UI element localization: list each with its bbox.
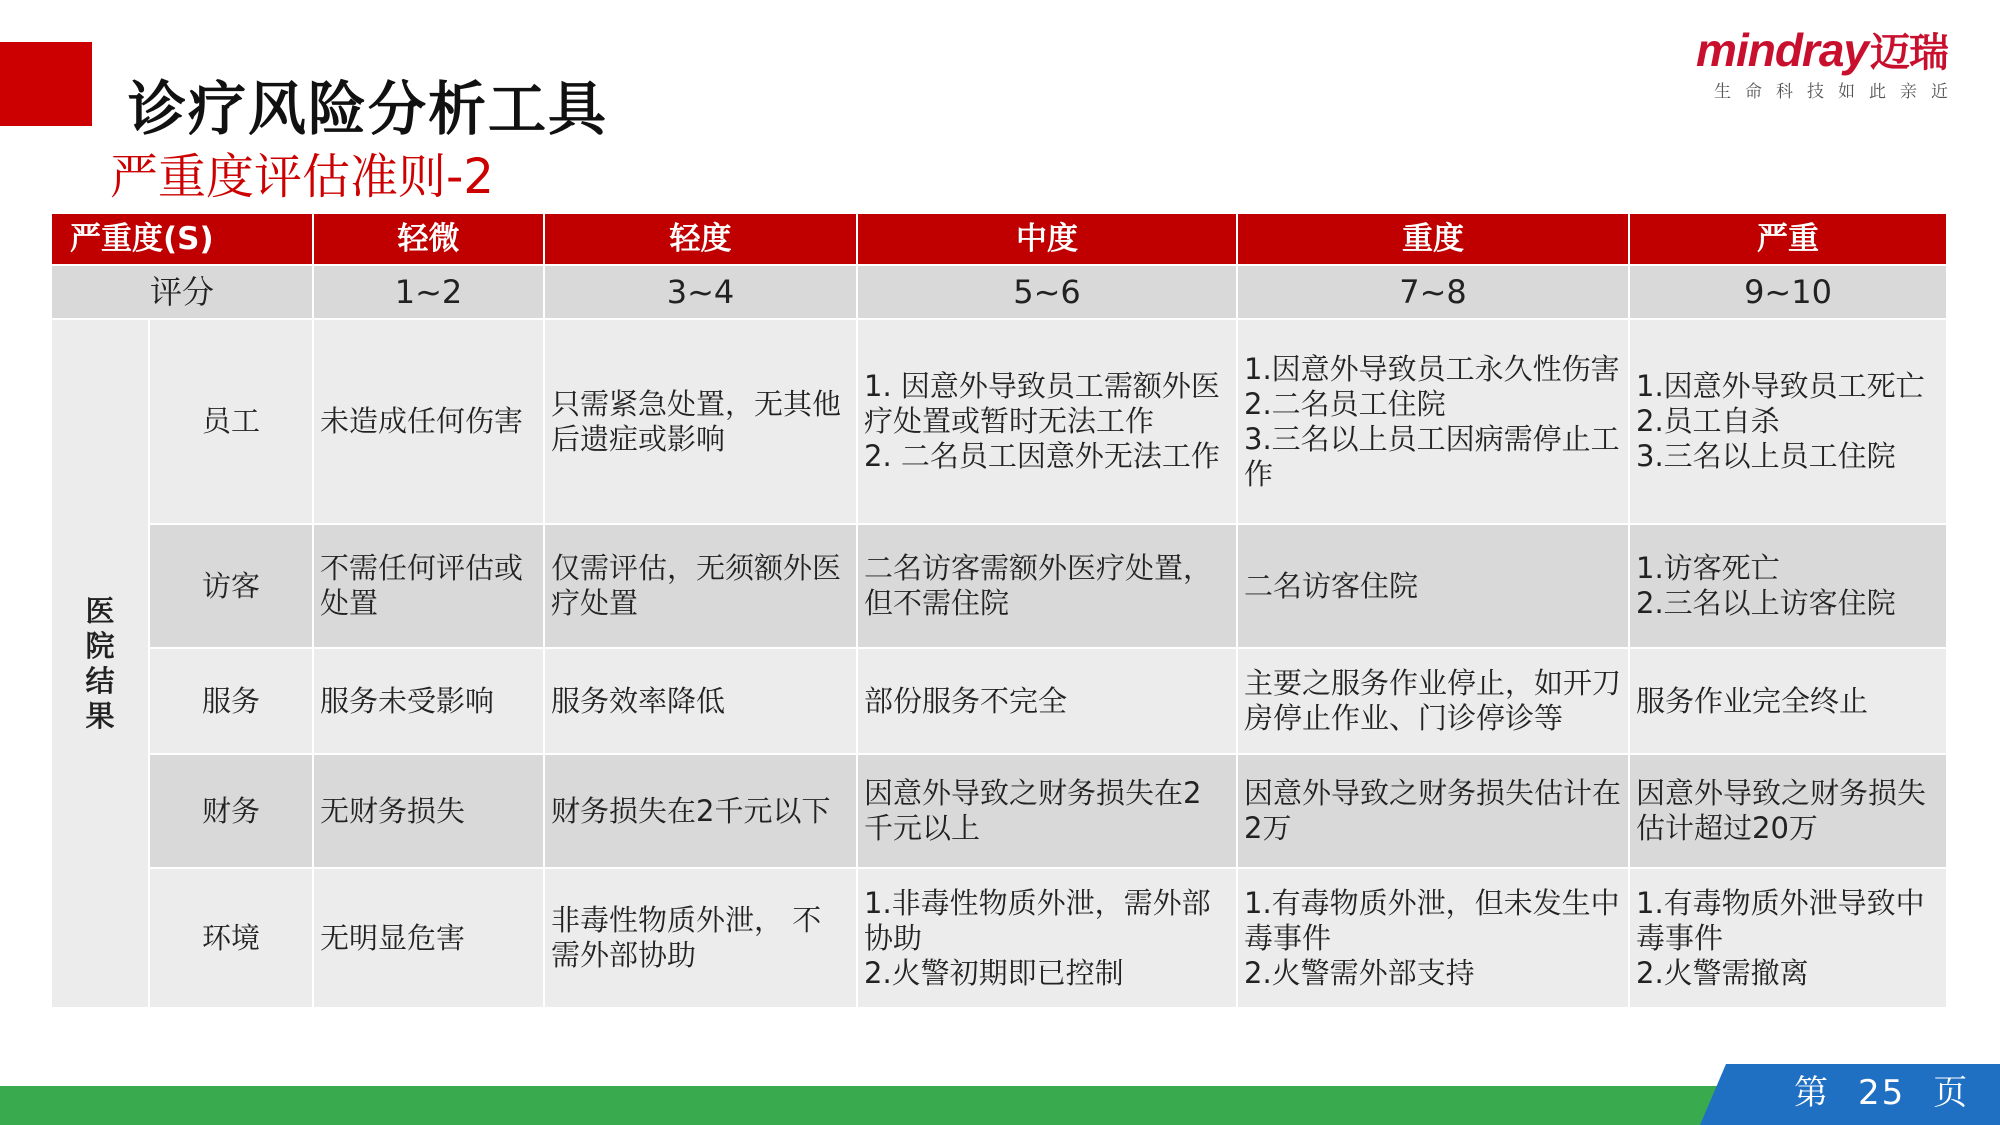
page-suffix: 页: [1933, 1073, 1970, 1113]
table-header-row: [51, 213, 1947, 265]
table-cell: 因意外导致之财务损失估计超过20万: [1629, 754, 1947, 868]
table-cell: 财务损失在2千元以下: [544, 754, 857, 868]
table-cell: 只需紧急处置，无其他后遗症或影响: [544, 319, 857, 524]
table-row-environment: [51, 868, 1947, 1008]
row-label: 员工: [149, 319, 313, 524]
row-label: 访客: [149, 524, 313, 648]
table-cell: 1.因意外导致员工永久性伤害 2.二名员工住院 3.三名以上员工因病需停止工作: [1237, 319, 1629, 524]
table-cell: 因意外导致之财务损失在2千元以上: [857, 754, 1237, 868]
header-mild: 轻度: [544, 213, 857, 265]
table-cell: 主要之服务作业停止，如开刀房停止作业、门诊停诊等: [1237, 648, 1629, 754]
logo-word-en: mindray: [1696, 24, 1868, 76]
table-cell: 1.有毒物质外泄，但未发生中毒事件 2.火警需外部支持: [1237, 868, 1629, 1008]
table-cell: 服务未受影响: [313, 648, 544, 754]
slide-subtitle: 严重度评估准则-2: [110, 149, 494, 205]
table-row-service: [51, 648, 1947, 754]
row-label: 服务: [149, 648, 313, 754]
table-cell: 未造成任何伤害: [313, 319, 544, 524]
table-cell: 二名访客住院: [1237, 524, 1629, 648]
logo-wordmark: [1696, 24, 1948, 79]
header-severity: 严重度(S): [51, 213, 313, 265]
table-row-finance: [51, 754, 1947, 868]
score-label: 评分: [51, 265, 313, 319]
page-number-value: 25: [1858, 1073, 1906, 1113]
table-row-visitor: [51, 524, 1947, 648]
table-cell: 1.有毒物质外泄导致中毒事件 2.火警需撤离: [1629, 868, 1947, 1008]
score-value: 3~4: [544, 265, 857, 319]
table-cell: 1.因意外导致员工死亡 2.员工自杀 3.三名以上员工住院: [1629, 319, 1947, 524]
table-cell: 无财务损失: [313, 754, 544, 868]
header-moderate: 中度: [857, 213, 1237, 265]
logo-word-cn: 迈瑞: [1870, 31, 1948, 75]
score-value: 9~10: [1629, 265, 1947, 319]
table-cell: 非毒性物质外泄， 不需外部协助: [544, 868, 857, 1008]
header-minimal: 轻微: [313, 213, 544, 265]
slide-title: 诊疗风险分析工具: [128, 75, 609, 143]
table-cell: 1.非毒性物质外泄，需外部协助 2.火警初期即已控制: [857, 868, 1237, 1008]
score-row: [51, 265, 1947, 319]
group-label-char: 医: [85, 593, 115, 628]
group-label-char: 果: [85, 698, 115, 733]
table-cell: 仅需评估，无须额外医疗处置: [544, 524, 857, 648]
mindray-logo: [1696, 24, 1962, 103]
score-value: 7~8: [1237, 265, 1629, 319]
header-critical: 严重: [1629, 213, 1947, 265]
title-accent-block: [0, 42, 92, 126]
table-cell: 部份服务不完全: [857, 648, 1237, 754]
group-label-char: 结: [85, 663, 115, 698]
table-cell: 因意外导致之财务损失估计在2万: [1237, 754, 1629, 868]
table-cell: 不需任何评估或处置: [313, 524, 544, 648]
table-row-staff: [51, 319, 1947, 524]
page-number: [1780, 1070, 1983, 1116]
table-cell: 无明显危害: [313, 868, 544, 1008]
page-prefix: 第: [1794, 1073, 1830, 1113]
table-cell: 二名访客需额外医疗处置，但不需住院: [857, 524, 1237, 648]
table-cell: 1.访客死亡 2.三名以上访客住院: [1629, 524, 1947, 648]
table-cell: 服务效率降低: [544, 648, 857, 754]
score-value: 5~6: [857, 265, 1237, 319]
logo-tagline: 生命科技如此亲近: [1714, 82, 1962, 102]
footer-green-bar: [0, 1086, 1720, 1125]
table-cell: 服务作业完全终止: [1629, 648, 1947, 754]
group-label-hospital-outcome: [51, 319, 149, 1008]
score-value: 1~2: [313, 265, 544, 319]
severity-criteria-table: [50, 212, 1948, 1009]
header-severe: 重度: [1237, 213, 1629, 265]
group-label-char: 院: [85, 628, 115, 663]
row-label: 财务: [149, 754, 313, 868]
table-cell: 1. 因意外导致员工需额外医疗处置或暂时无法工作 2. 二名员工因意外无法工作: [857, 319, 1237, 524]
row-label: 环境: [149, 868, 313, 1008]
